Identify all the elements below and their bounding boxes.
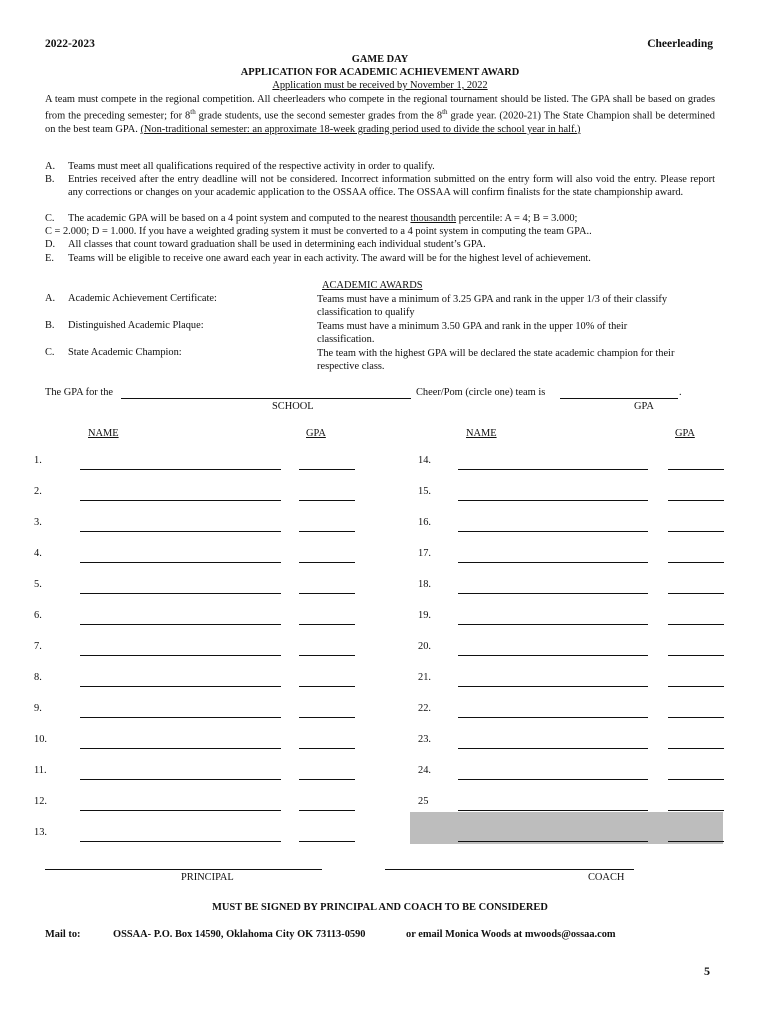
school-input-line[interactable] xyxy=(121,398,411,399)
student-name-line[interactable] xyxy=(458,841,648,842)
row-number: 21. xyxy=(418,672,431,683)
student-gpa-line[interactable] xyxy=(299,469,355,470)
student-name-line[interactable] xyxy=(80,500,281,501)
student-gpa-line[interactable] xyxy=(668,748,724,749)
student-name-line[interactable] xyxy=(458,624,648,625)
student-gpa-line[interactable] xyxy=(299,624,355,625)
row-number: 5. xyxy=(34,579,42,590)
intro-underlined-note: (Non-traditional semester: an approximate 18-week grading period used to divide the school year in half.) xyxy=(140,123,581,135)
student-name-line[interactable] xyxy=(80,748,281,749)
row-number: 22. xyxy=(418,703,431,714)
student-gpa-line[interactable] xyxy=(299,717,355,718)
student-gpa-line[interactable] xyxy=(299,500,355,501)
rule-letter: A. xyxy=(45,161,56,172)
student-name-line[interactable] xyxy=(458,810,648,811)
student-gpa-line[interactable] xyxy=(668,531,724,532)
student-name-line[interactable] xyxy=(80,624,281,625)
student-gpa-line[interactable] xyxy=(299,810,355,811)
student-name-line[interactable] xyxy=(458,469,648,470)
rule-text: Entries received after the entry deadline will not be considered. Incorrect information submitted on the entry form will also void the entry. Please report any corrections or changes on your academic application to the OSSAA office. The OSSAA will confirm finalists for the state championship award. xyxy=(68,174,715,198)
row-number: 25 xyxy=(418,796,429,807)
award-name: Academic Achievement Certificate: xyxy=(68,293,217,304)
page-number: 5 xyxy=(704,964,710,978)
rule-c-text-a: The academic GPA will be based on a 4 point system and computed to the nearest xyxy=(68,213,411,224)
rule-c xyxy=(45,212,715,225)
row-number: 20. xyxy=(418,641,431,652)
rule-c-underlined: thousandth xyxy=(410,213,457,224)
award-letter: A. xyxy=(45,293,56,304)
student-name-line[interactable] xyxy=(80,655,281,656)
deadline-note: Application must be received by November 1, 2022 xyxy=(272,80,488,91)
row-number: 10. xyxy=(34,734,47,745)
left-gpa-header: GPA xyxy=(306,428,326,439)
award-a-desc: Teams must have a minimum of 3.25 GPA and rank in the upper 1/3 of their classify classification to qualify xyxy=(317,294,668,318)
student-gpa-line[interactable] xyxy=(299,841,355,842)
award-name: State Academic Champion: xyxy=(68,347,182,358)
row-number: 3. xyxy=(34,517,42,528)
award-c-desc: The team with the highest GPA will be declared the state academic champion for their respective class. xyxy=(317,348,675,372)
row-number: 11. xyxy=(34,765,47,776)
award-b-name xyxy=(45,320,204,331)
form-title-line1: GAME DAY xyxy=(351,54,409,65)
student-name-line[interactable] xyxy=(80,469,281,470)
row-number: 18. xyxy=(418,579,431,590)
award-a-name xyxy=(45,293,217,304)
student-name-line[interactable] xyxy=(80,717,281,718)
rule-c-continued: C = 2.000; D = 1.000. If you have a weighted grading system it must be converted to a 4 point system in computing the team GPA.. xyxy=(45,226,592,237)
gpa-caption: GPA xyxy=(634,401,654,412)
student-gpa-line[interactable] xyxy=(668,655,724,656)
student-name-line[interactable] xyxy=(458,748,648,749)
intro-sup-2: th xyxy=(442,108,448,117)
award-c-name xyxy=(45,347,182,358)
student-name-line[interactable] xyxy=(458,593,648,594)
unused-row-shading xyxy=(410,812,723,844)
rule-letter: B. xyxy=(45,174,55,185)
rule-e xyxy=(45,252,715,265)
student-gpa-line[interactable] xyxy=(299,779,355,780)
student-gpa-line[interactable] xyxy=(668,841,724,842)
student-gpa-line[interactable] xyxy=(668,562,724,563)
mail-label: Mail to: xyxy=(45,929,81,940)
rule-b xyxy=(45,173,715,199)
intro-sup-1: th xyxy=(190,108,196,117)
awards-heading: ACADEMIC AWARDS xyxy=(322,280,423,291)
row-number: 19. xyxy=(418,610,431,621)
team-gpa-label: Cheer/Pom (circle one) team is xyxy=(416,387,546,398)
school-caption: SCHOOL xyxy=(272,401,314,412)
signature-notice: MUST BE SIGNED BY PRINCIPAL AND COACH TO BE CONSIDERED xyxy=(212,902,548,913)
rule-c-text-b: percentile: A = 4; B = 3.000; xyxy=(456,213,578,224)
intro-text-3: grade year. (2020-21) The State Champion shall be determined on the best team GPA. xyxy=(45,110,715,135)
student-gpa-line[interactable] xyxy=(668,593,724,594)
coach-signature-line[interactable] xyxy=(385,869,634,870)
intro-text-1: A team must compete in the regional competition. All cheerleaders who compete in the regional tournament should be listed. The GPA shall be based on grades from the preceding semester; for 8 xyxy=(45,94,715,122)
rule-d xyxy=(45,238,715,251)
right-gpa-header: GPA xyxy=(675,428,695,439)
student-gpa-line[interactable] xyxy=(299,531,355,532)
gpa-line-period: . xyxy=(679,387,682,398)
row-number: 7. xyxy=(34,641,42,652)
rule-letter: E. xyxy=(45,253,54,264)
right-name-header: NAME xyxy=(466,428,497,439)
intro-paragraph xyxy=(45,93,715,136)
rule-text xyxy=(68,212,715,225)
rule-letter: C. xyxy=(45,213,55,224)
row-number: 1. xyxy=(34,455,42,466)
row-number: 2. xyxy=(34,486,42,497)
row-number: 4. xyxy=(34,548,42,559)
row-number: 12. xyxy=(34,796,47,807)
principal-signature-line[interactable] xyxy=(45,869,322,870)
student-gpa-line[interactable] xyxy=(299,655,355,656)
gpa-for-label: The GPA for the xyxy=(45,387,114,398)
row-number: 8. xyxy=(34,672,42,683)
team-gpa-input-line[interactable] xyxy=(560,398,678,399)
row-number: 23. xyxy=(418,734,431,745)
student-name-line[interactable] xyxy=(80,686,281,687)
row-number: 9. xyxy=(34,703,42,714)
rule-text: Teams will be eligible to receive one award each year in each activity. The award will be for the highest level of achievement. xyxy=(68,253,591,264)
student-name-line[interactable] xyxy=(458,562,648,563)
student-gpa-line[interactable] xyxy=(299,748,355,749)
row-number: 24. xyxy=(418,765,431,776)
student-name-line[interactable] xyxy=(80,810,281,811)
student-gpa-line[interactable] xyxy=(668,717,724,718)
student-gpa-line[interactable] xyxy=(668,810,724,811)
form-title-line2: APPLICATION FOR ACADEMIC ACHIEVEMENT AWARD xyxy=(240,67,520,78)
student-gpa-line[interactable] xyxy=(299,562,355,563)
row-number: 6. xyxy=(34,610,42,621)
student-name-line[interactable] xyxy=(80,531,281,532)
mail-email: or email Monica Woods at mwoods@ossaa.com xyxy=(406,929,616,940)
row-number: 16. xyxy=(418,517,431,528)
student-name-line[interactable] xyxy=(458,717,648,718)
row-number: 15. xyxy=(418,486,431,497)
student-gpa-line[interactable] xyxy=(668,624,724,625)
student-gpa-line[interactable] xyxy=(668,469,724,470)
rule-a xyxy=(45,160,715,173)
student-gpa-line[interactable] xyxy=(299,593,355,594)
student-name-line[interactable] xyxy=(80,779,281,780)
student-name-line[interactable] xyxy=(458,500,648,501)
student-name-line[interactable] xyxy=(80,593,281,594)
year-label: 2022-2023 xyxy=(45,38,95,50)
award-b-desc: Teams must have a minimum 3.50 GPA and rank in the upper 10% of their classification. xyxy=(317,321,628,345)
student-name-line[interactable] xyxy=(80,562,281,563)
student-gpa-line[interactable] xyxy=(668,500,724,501)
principal-label: PRINCIPAL xyxy=(181,872,234,883)
student-gpa-line[interactable] xyxy=(299,686,355,687)
student-name-line[interactable] xyxy=(80,841,281,842)
left-name-header: NAME xyxy=(88,428,119,439)
rule-letter: D. xyxy=(45,239,56,250)
student-name-line[interactable] xyxy=(458,531,648,532)
award-name: Distinguished Academic Plaque: xyxy=(68,320,204,331)
row-number: 17. xyxy=(418,548,431,559)
award-letter: B. xyxy=(45,320,55,331)
mail-address: OSSAA- P.O. Box 14590, Oklahoma City OK 73113-0590 xyxy=(113,929,366,940)
rule-text: All classes that count toward graduation shall be used in determining each individual student’s GPA. xyxy=(68,239,486,250)
rule-text: Teams must meet all qualifications required of the respective activity in order to qualify. xyxy=(68,161,435,172)
student-name-line[interactable] xyxy=(458,779,648,780)
award-letter: C. xyxy=(45,347,55,358)
activity-label: Cheerleading xyxy=(647,38,713,50)
student-name-line[interactable] xyxy=(458,655,648,656)
student-gpa-line[interactable] xyxy=(668,686,724,687)
intro-text-2: grade students, use the second semester grades from the 8 xyxy=(195,110,443,122)
row-number: 13. xyxy=(34,827,47,838)
row-number: 14. xyxy=(418,455,431,466)
student-name-line[interactable] xyxy=(458,686,648,687)
coach-label: COACH xyxy=(588,872,625,883)
student-gpa-line[interactable] xyxy=(668,779,724,780)
